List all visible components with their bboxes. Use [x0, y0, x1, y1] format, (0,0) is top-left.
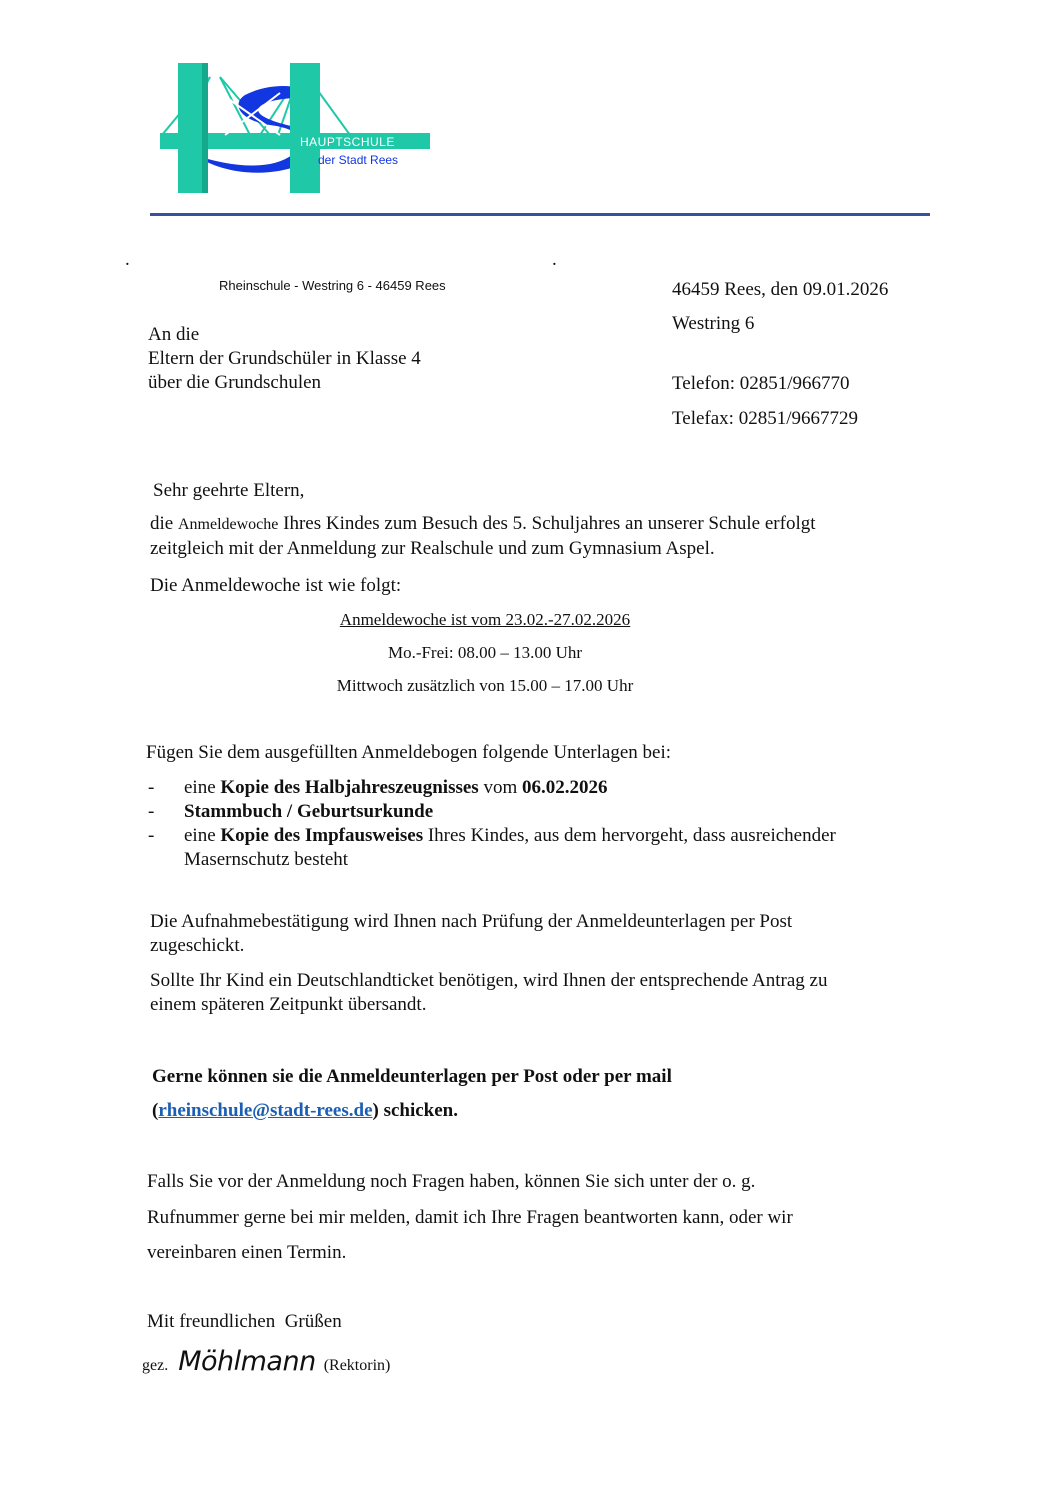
logo-line2: der Stadt Rees: [318, 153, 399, 167]
signature-prefix: gez.: [142, 1357, 169, 1374]
phone: Telefon: 02851/966770: [672, 373, 850, 394]
week-intro: Die Anmeldewoche ist wie folgt:: [150, 575, 402, 596]
intro-line-2: zeitgleich mit der Anmeldung zur Realschule und zum Gymnasium Aspel.: [150, 538, 715, 559]
list-dash: -: [148, 801, 155, 822]
item1-text-c: vom: [483, 777, 518, 798]
fax: Telefax: 02851/9667729: [672, 408, 858, 429]
logo-line1: HAUPTSCHULE: [300, 135, 395, 149]
documents-list: [148, 776, 938, 872]
list-dash: -: [148, 777, 155, 798]
list-item: [148, 800, 938, 824]
questions-line-1: Falls Sie vor der Anmeldung noch Fragen haben, können Sie sich unter der o. g.: [147, 1171, 756, 1192]
intro-post: Ihres Kindes zum Besuch des 5. Schuljahres an unserer Schule erfolgt: [283, 513, 816, 534]
confirmation-line-1: Die Aufnahmebestätigung wird Ihnen nach Prüfung der Anmeldeunterlagen per Post: [150, 911, 793, 932]
item1-text-b: Kopie des Halbjahreszeugnisses: [220, 777, 479, 798]
item3-text-c: Ihres Kindes, aus dem hervorgeht, dass ausreichender: [427, 825, 836, 846]
ticket-paragraph: [150, 969, 827, 1017]
ticket-line-2: einem späteren Zeitpunkt übersandt.: [150, 994, 427, 1015]
signature-role: (Rektorin): [323, 1357, 391, 1374]
signature-name: Möhlmann: [178, 1346, 316, 1377]
questions-line-2: Rufnummer gerne bei mir melden, damit ich Ihre Fragen beantworten kann, oder wir: [147, 1207, 793, 1228]
email-link[interactable]: rheinschule@stadt-rees.de: [158, 1100, 373, 1121]
place-date: 46459 Rees, den 09.01.2026: [672, 279, 889, 300]
intro-line-1: [150, 512, 930, 537]
schedule-wednesday: Mittwoch zusätzlich von 15.00 – 17.00 Uhr: [336, 676, 634, 695]
street: Westring 6: [672, 313, 755, 334]
item3-text-a: eine: [184, 825, 216, 846]
confirmation-paragraph: [150, 910, 792, 958]
submit-open: (: [152, 1100, 159, 1121]
item3-text-d: Masernschutz besteht: [184, 849, 349, 870]
confirmation-line-2: zugeschickt.: [150, 935, 245, 956]
item1-text-d: 06.02.2026: [521, 777, 608, 798]
list-item: [148, 776, 938, 800]
submit-close: ) schicken.: [372, 1100, 458, 1121]
dot-right: .: [552, 249, 557, 270]
submit-line-2: [152, 1099, 458, 1123]
intro-pre: die: [150, 513, 174, 534]
recipient-line-3: über die Grundschulen: [148, 372, 322, 393]
school-logo-graphic: [150, 55, 440, 200]
list-item: [148, 824, 938, 872]
intro-small: Anmeldewoche: [177, 516, 279, 533]
schedule-hours: Mo.-Frei: 08.00 – 13.00 Uhr: [387, 643, 583, 662]
item2-text-b: Stammbuch / Geburtsurkunde: [184, 801, 434, 822]
recipient-line-1: An die: [148, 324, 200, 345]
header-rule: [150, 213, 930, 216]
signature-block: [142, 1346, 390, 1378]
questions-line-3: vereinbaren einen Termin.: [147, 1242, 347, 1263]
documents-intro: Fügen Sie dem ausgefüllten Anmeldebogen folgende Unterlagen bei:: [146, 742, 671, 763]
sender-line: Rheinschule - Westring 6 - 46459 Rees: [219, 278, 446, 293]
submit-line-1: Gerne können sie die Anmeldeunterlagen per Post oder per mail: [152, 1066, 672, 1087]
dot-left: .: [125, 249, 130, 270]
recipient-block: [148, 323, 421, 395]
recipient-line-2: Eltern der Grundschüler in Klasse 4: [148, 348, 421, 369]
item3-text-b: Kopie des Impfausweises: [220, 825, 424, 846]
salutation: Sehr geehrte Eltern,: [153, 480, 305, 501]
ticket-line-1: Sollte Ihr Kind ein Deutschlandticket benötigen, wird Ihnen der entsprechende Antrag zu: [150, 970, 828, 991]
closing: Mit freundlichen Grüßen: [147, 1311, 342, 1332]
school-logo: [150, 55, 440, 200]
item1-text-a: eine: [184, 777, 216, 798]
schedule-title: Anmeldewoche ist vom 23.02.-27.02.2026: [339, 610, 631, 629]
list-dash: -: [148, 825, 155, 846]
intro-paragraph: [150, 512, 930, 561]
